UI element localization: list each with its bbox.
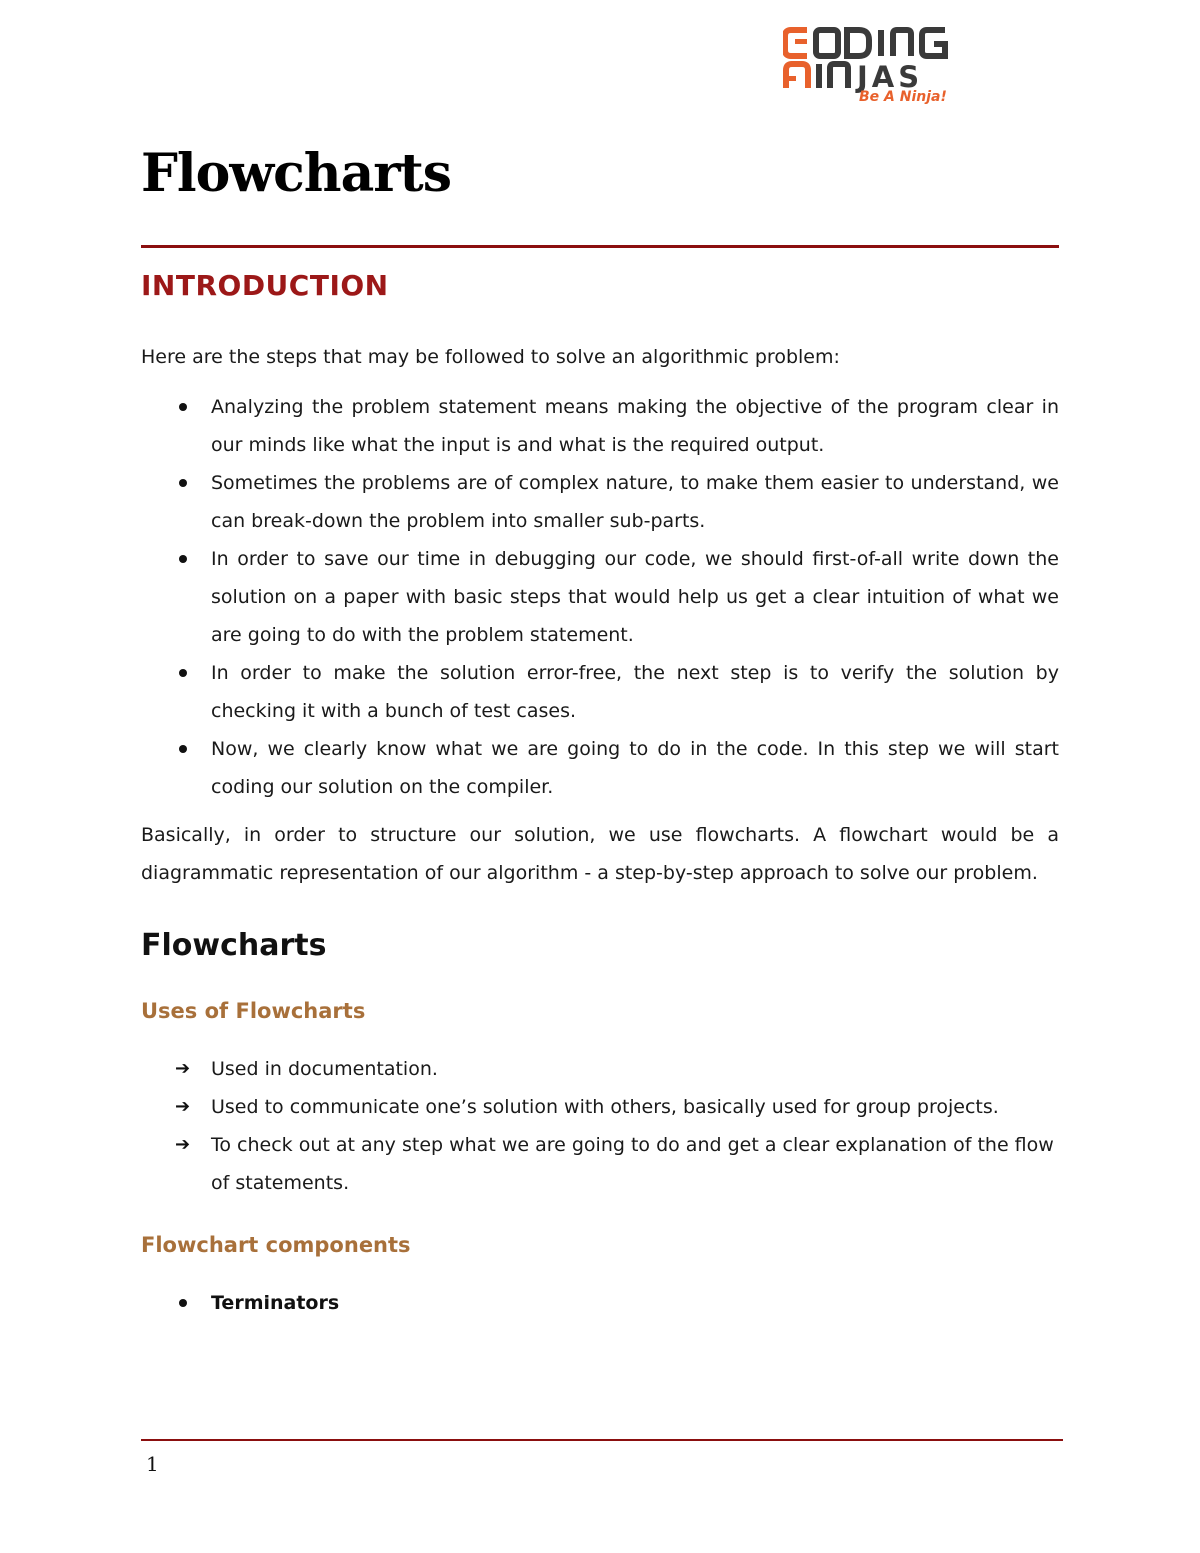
- right-arrow-icon: ➔: [175, 1096, 191, 1117]
- coding-ninjas-logo: [783, 24, 959, 104]
- list-item: [141, 464, 1059, 540]
- list-item: [141, 1126, 1059, 1202]
- bullet-dot-icon: [179, 555, 187, 563]
- bullet-dot-icon: [179, 1299, 187, 1307]
- title-divider: [141, 245, 1059, 248]
- logo-tagline: Be A Ninja!: [859, 89, 947, 104]
- introduction-lead: Here are the steps that may be followed to solve an algorithmic problem:: [141, 346, 840, 368]
- flowcharts-heading: Flowcharts: [141, 928, 327, 963]
- introduction-conclusion: Basically, in order to structure our solution, we use flowcharts. A flowchart would be a diagrammatic representation of our algorithm - a step-by-step approach to solve our problem.: [141, 824, 1059, 884]
- bullet-dot-icon: [179, 745, 187, 753]
- footer-divider: [141, 1439, 1063, 1441]
- components-heading: Flowchart components: [141, 1233, 411, 1257]
- list-item-text: To check out at any step what we are going to do and get a clear explanation of the flow of statements.: [211, 1134, 1054, 1194]
- bullet-dot-icon: [179, 669, 187, 677]
- right-arrow-icon: ➔: [175, 1134, 191, 1155]
- right-arrow-icon: ➔: [175, 1058, 191, 1079]
- list-item: [141, 388, 1059, 464]
- list-item-text: In order to make the solution error-free, the next step is to verify the solution by checking it with a bunch of test cases.: [211, 662, 1059, 722]
- document-body: [141, 266, 1059, 1322]
- document-title: Flowcharts: [141, 143, 451, 204]
- bullet-dot-icon: [179, 479, 187, 487]
- list-item: [141, 1088, 1059, 1126]
- list-item-text: Sometimes the problems are of complex nature, to make them easier to understand, we can break-down the problem into smaller sub-parts.: [211, 472, 1059, 532]
- steps-list: [141, 388, 1059, 806]
- uses-heading: Uses of Flowcharts: [141, 999, 366, 1023]
- page-number: 1: [146, 1452, 159, 1476]
- list-item-text: Now, we clearly know what we are going to do in the code. In this step we will start coding our solution on the compiler.: [211, 738, 1059, 798]
- uses-list: [141, 1050, 1059, 1202]
- bullet-dot-icon: [179, 403, 187, 411]
- list-item-text: Terminators: [211, 1292, 340, 1314]
- list-item-text: Used to communicate one’s solution with others, basically used for group projects.: [211, 1096, 999, 1118]
- list-item: [141, 654, 1059, 730]
- components-list: [141, 1284, 1059, 1322]
- svg-text:JAS: JAS: [857, 60, 924, 94]
- list-item-text: In order to save our time in debugging our code, we should first-of-all write down the solution on a paper with basic steps that would help us get a clear intuition of what we are going to do with the problem statement.: [211, 548, 1059, 646]
- list-item: [141, 730, 1059, 806]
- list-item: [141, 540, 1059, 654]
- introduction-heading: INTRODUCTION: [141, 269, 389, 302]
- list-item: [141, 1050, 1059, 1088]
- list-item: [141, 1284, 1059, 1322]
- list-item-text: Used in documentation.: [211, 1058, 438, 1080]
- list-item-text: Analyzing the problem statement means making the objective of the program clear in our minds like what the input is and what is the required output.: [211, 396, 1059, 456]
